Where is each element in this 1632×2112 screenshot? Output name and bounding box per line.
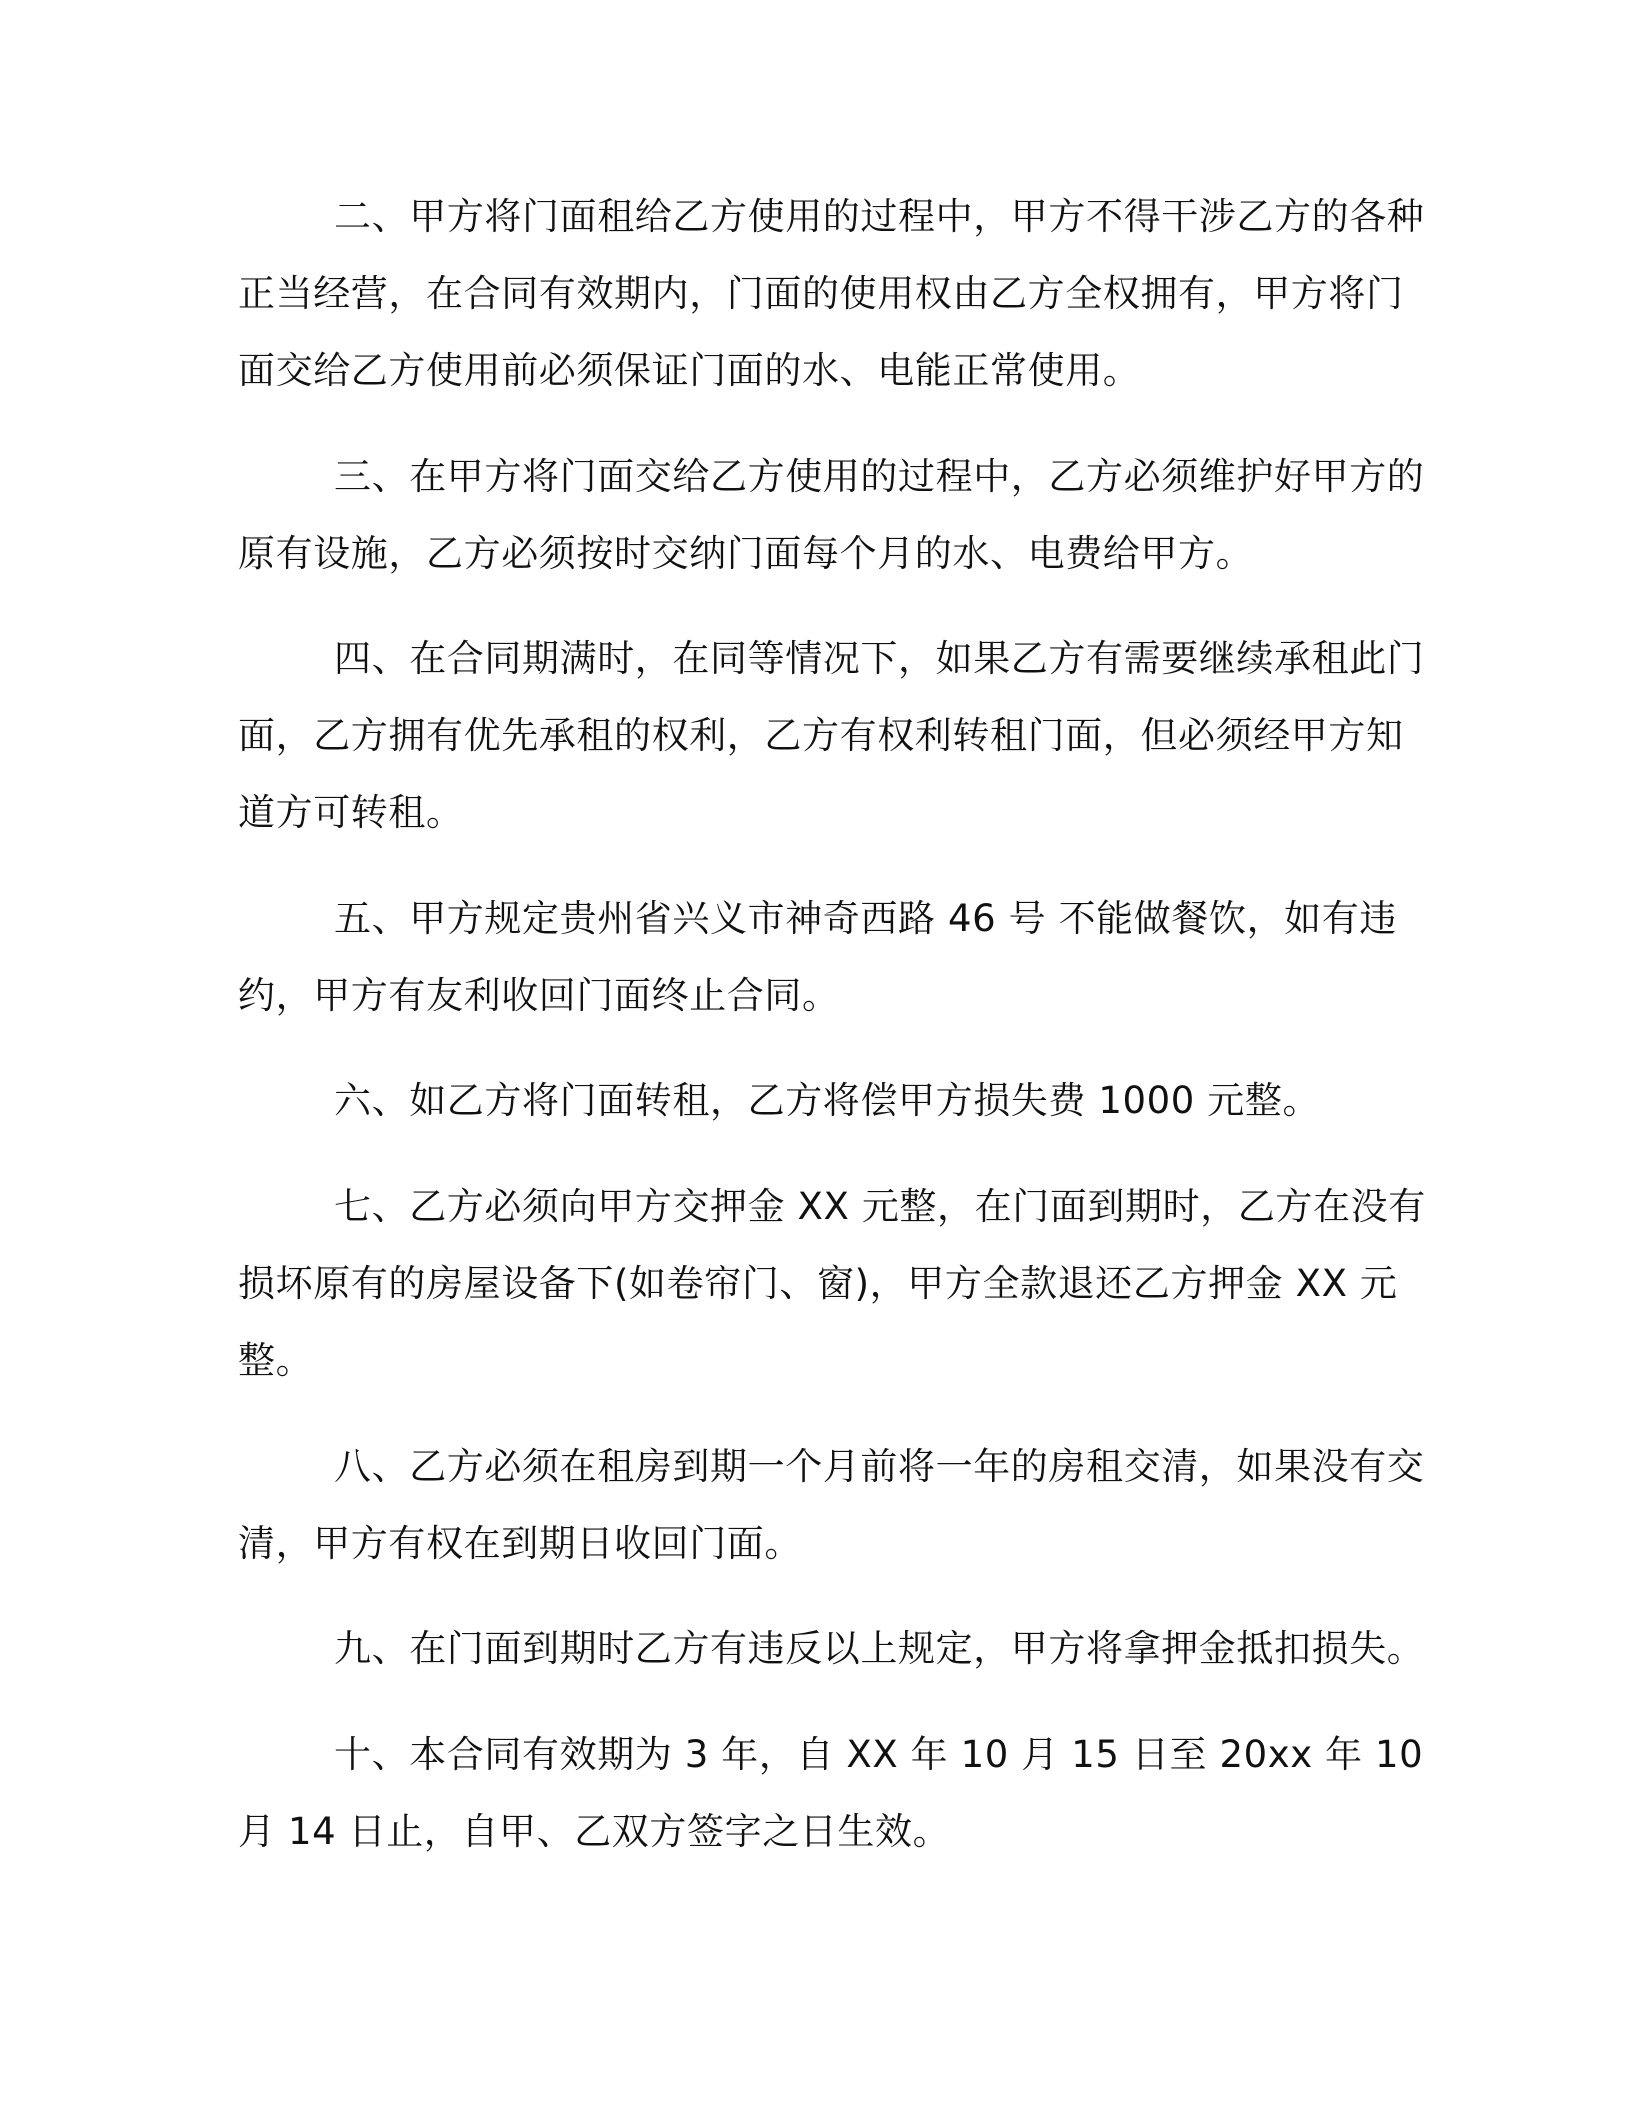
clause-2: 二、甲方将门面租给乙方使用的过程中，甲方不得干涉乙方的各种正当经营，在合同有效期内，门面的使用权由乙方全权拥有，甲方将门面交给乙方使用前必须保证门面的水、电能正常使用。 bbox=[238, 195, 1425, 392]
clause-9: 九、在门面到期时乙方有违反以上规定，甲方将拿押金抵扣损失。 bbox=[334, 1627, 1425, 1670]
clause-10: 十、本合同有效期为 3 年，自 XX 年 10 月 15 日至 20xx 年 10 月 14 日止，自甲、乙双方签字之日生效。 bbox=[238, 1733, 1424, 1853]
clause-4: 四、在合同期满时，在同等情况下，如果乙方有需要继续承租此门面，乙方拥有优先承租的权利，乙方有权利转租门面，但必须经甲方知道方可转租。 bbox=[238, 637, 1425, 834]
clause-7: 七、乙方必须向甲方交押金 XX 元整，在门面到期时，乙方在没有损坏原有的房屋设备下(如卷帘门、窗)，甲方全款退还乙方押金 XX 元整。 bbox=[238, 1185, 1426, 1382]
clause-8: 八、乙方必须在租房到期一个月前将一年的房租交清，如果没有交清，甲方有权在到期日收回门面。 bbox=[238, 1445, 1425, 1565]
clause-5: 五、甲方规定贵州省兴义市神奇西路 46 号 不能做餐饮，如有违约，甲方有友利收回门面终止合同。 bbox=[238, 897, 1397, 1017]
clause-3: 三、在甲方将门面交给乙方使用的过程中，乙方必须维护好甲方的原有设施，乙方必须按时交纳门面每个月的水、电费给甲方。 bbox=[238, 455, 1425, 575]
clause-6: 六、如乙方将门面转租，乙方将偿甲方损失费 1000 元整。 bbox=[334, 1079, 1321, 1122]
